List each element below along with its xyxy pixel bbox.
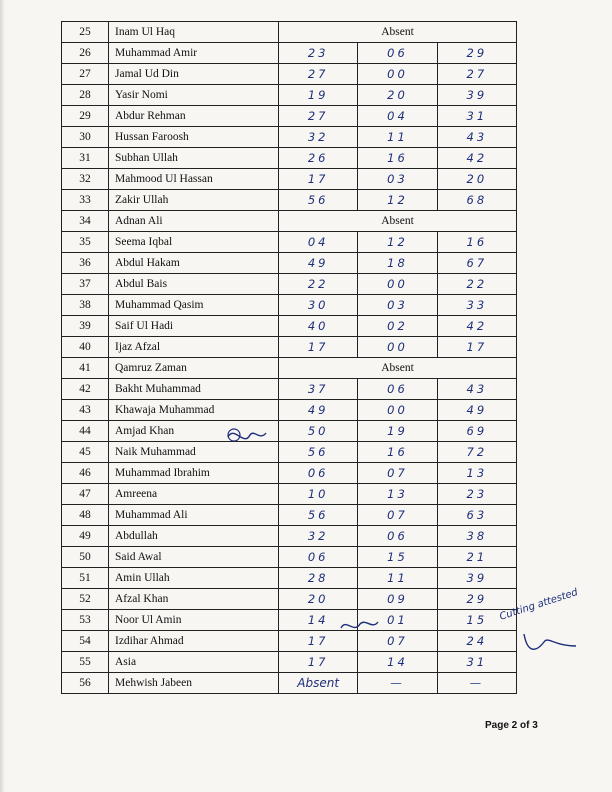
table-row bbox=[62, 652, 517, 673]
student-name: Ijaz Afzal bbox=[109, 337, 279, 358]
mark-second: 07 bbox=[358, 505, 437, 526]
serial-number: 54 bbox=[62, 631, 109, 652]
absent-status: Absent bbox=[279, 358, 517, 379]
student-name: Zakir Ullah bbox=[109, 190, 279, 211]
mark-total: 33 bbox=[437, 295, 516, 316]
signature-scribble bbox=[520, 628, 580, 658]
table-row bbox=[62, 43, 517, 64]
mark-first: 17 bbox=[279, 652, 358, 673]
mark-second: 00 bbox=[358, 337, 437, 358]
student-name: Adnan Ali bbox=[109, 211, 279, 232]
mark-first: 27 bbox=[279, 106, 358, 127]
mark-total: 21 bbox=[437, 547, 516, 568]
table-row bbox=[62, 316, 517, 337]
mark-second: 14 bbox=[358, 652, 437, 673]
mark-first: 27 bbox=[279, 64, 358, 85]
table-row bbox=[62, 505, 517, 526]
mark-first: 50 bbox=[279, 421, 358, 442]
table-row bbox=[62, 547, 517, 568]
scan-edge bbox=[0, 0, 5, 792]
mark-second: 00 bbox=[358, 64, 437, 85]
serial-number: 34 bbox=[62, 211, 109, 232]
table-row bbox=[62, 211, 517, 232]
mark-first: 56 bbox=[279, 190, 358, 211]
mark-second: 04 bbox=[358, 106, 437, 127]
table-row bbox=[62, 295, 517, 316]
table-row bbox=[62, 631, 517, 652]
serial-number: 30 bbox=[62, 127, 109, 148]
table-row bbox=[62, 400, 517, 421]
serial-number: 36 bbox=[62, 253, 109, 274]
mark-first: 06 bbox=[279, 463, 358, 484]
table-row bbox=[62, 253, 517, 274]
mark-second: 07 bbox=[358, 463, 437, 484]
mark-first: 17 bbox=[279, 337, 358, 358]
mark-total: 17 bbox=[437, 337, 516, 358]
mark-second: 16 bbox=[358, 148, 437, 169]
mark-second: 12 bbox=[358, 232, 437, 253]
table-row bbox=[62, 463, 517, 484]
serial-number: 32 bbox=[62, 169, 109, 190]
mark-first: 19 bbox=[279, 85, 358, 106]
mark-total: 29 bbox=[437, 589, 516, 610]
student-name: Said Awal bbox=[109, 547, 279, 568]
mark-first: 17 bbox=[279, 631, 358, 652]
mark-total: 31 bbox=[437, 652, 516, 673]
student-name: Seema Iqbal bbox=[109, 232, 279, 253]
serial-number: 29 bbox=[62, 106, 109, 127]
student-name: Muhammad Ibrahim bbox=[109, 463, 279, 484]
serial-number: 56 bbox=[62, 673, 109, 694]
student-name: Muhammad Amir bbox=[109, 43, 279, 64]
mark-second: 19 bbox=[358, 421, 437, 442]
mark-second: 06 bbox=[358, 379, 437, 400]
mark-first: 17 bbox=[279, 169, 358, 190]
mark-second: 03 bbox=[358, 169, 437, 190]
mark-total: 43 bbox=[437, 379, 516, 400]
serial-number: 31 bbox=[62, 148, 109, 169]
serial-number: 51 bbox=[62, 568, 109, 589]
student-name: Abdul Bais bbox=[109, 274, 279, 295]
mark-first: 28 bbox=[279, 568, 358, 589]
mark-first: 04 bbox=[279, 232, 358, 253]
table-row bbox=[62, 589, 517, 610]
student-name: Izdihar Ahmad bbox=[109, 631, 279, 652]
student-name: Mehwish Jabeen bbox=[109, 673, 279, 694]
serial-number: 37 bbox=[62, 274, 109, 295]
table-row bbox=[62, 526, 517, 547]
serial-number: 42 bbox=[62, 379, 109, 400]
mark-total: 23 bbox=[437, 484, 516, 505]
serial-number: 47 bbox=[62, 484, 109, 505]
mark-total: — bbox=[437, 673, 516, 694]
serial-number: 27 bbox=[62, 64, 109, 85]
mark-first: 49 bbox=[279, 253, 358, 274]
serial-number: 43 bbox=[62, 400, 109, 421]
mark-first: 23 bbox=[279, 43, 358, 64]
mark-total: 29 bbox=[437, 43, 516, 64]
mark-second: 07 bbox=[358, 631, 437, 652]
student-name: Inam Ul Haq bbox=[109, 22, 279, 43]
student-name: Noor Ul Amin bbox=[109, 610, 279, 631]
mark-second: 16 bbox=[358, 442, 437, 463]
student-name: Muhammad Ali bbox=[109, 505, 279, 526]
mark-first: 40 bbox=[279, 316, 358, 337]
mark-first: 20 bbox=[279, 589, 358, 610]
student-name: Khawaja Muhammad bbox=[109, 400, 279, 421]
table-row bbox=[62, 64, 517, 85]
mark-second: 09 bbox=[358, 589, 437, 610]
student-name: Qamruz Zaman bbox=[109, 358, 279, 379]
table-row bbox=[62, 22, 517, 43]
student-name: Afzal Khan bbox=[109, 589, 279, 610]
table-row bbox=[62, 106, 517, 127]
student-name: Jamal Ud Din bbox=[109, 64, 279, 85]
mark-first: 30 bbox=[279, 295, 358, 316]
student-name: Amreena bbox=[109, 484, 279, 505]
table-row bbox=[62, 484, 517, 505]
mark-total: 72 bbox=[437, 442, 516, 463]
mark-total: 20 bbox=[437, 169, 516, 190]
mark-first: 26 bbox=[279, 148, 358, 169]
absent-status: Absent bbox=[279, 211, 517, 232]
serial-number: 39 bbox=[62, 316, 109, 337]
table-row bbox=[62, 568, 517, 589]
mark-second: 18 bbox=[358, 253, 437, 274]
serial-number: 49 bbox=[62, 526, 109, 547]
mark-first: 32 bbox=[279, 127, 358, 148]
mark-total: 22 bbox=[437, 274, 516, 295]
table-row bbox=[62, 358, 517, 379]
page-number: Page 2 of 3 bbox=[485, 720, 538, 731]
mark-first: 56 bbox=[279, 442, 358, 463]
serial-number: 25 bbox=[62, 22, 109, 43]
table-row bbox=[62, 148, 517, 169]
serial-number: 50 bbox=[62, 547, 109, 568]
absent-status: Absent bbox=[279, 22, 517, 43]
serial-number: 35 bbox=[62, 232, 109, 253]
serial-number: 33 bbox=[62, 190, 109, 211]
mark-first: 06 bbox=[279, 547, 358, 568]
table-row bbox=[62, 274, 517, 295]
mark-second: 11 bbox=[358, 127, 437, 148]
table-row bbox=[62, 169, 517, 190]
mark-total: 27 bbox=[437, 64, 516, 85]
mark-second: 02 bbox=[358, 316, 437, 337]
mark-total: 68 bbox=[437, 190, 516, 211]
margin-annotation: Cutting attested bbox=[498, 587, 580, 623]
mark-first: 49 bbox=[279, 400, 358, 421]
mark-second: 00 bbox=[358, 274, 437, 295]
serial-number: 38 bbox=[62, 295, 109, 316]
table-row bbox=[62, 673, 517, 694]
mark-total: 63 bbox=[437, 505, 516, 526]
table-row bbox=[62, 190, 517, 211]
mark-second: 06 bbox=[358, 43, 437, 64]
mark-first: 32 bbox=[279, 526, 358, 547]
serial-number: 52 bbox=[62, 589, 109, 610]
serial-number: 28 bbox=[62, 85, 109, 106]
student-name: Bakht Muhammad bbox=[109, 379, 279, 400]
student-name: Hussan Faroosh bbox=[109, 127, 279, 148]
mark-total: 67 bbox=[437, 253, 516, 274]
mark-second: 20 bbox=[358, 85, 437, 106]
mark-second: 03 bbox=[358, 295, 437, 316]
student-name: Abdur Rehman bbox=[109, 106, 279, 127]
serial-number: 41 bbox=[62, 358, 109, 379]
serial-number: 46 bbox=[62, 463, 109, 484]
mark-second: 13 bbox=[358, 484, 437, 505]
student-name: Muhammad Qasim bbox=[109, 295, 279, 316]
table-row bbox=[62, 337, 517, 358]
mark-second: — bbox=[358, 673, 437, 694]
mark-total: 15 bbox=[437, 610, 516, 631]
marks-table-body bbox=[62, 22, 517, 694]
signature-scribble bbox=[224, 425, 268, 447]
student-name: Abdullah bbox=[109, 526, 279, 547]
mark-total: 39 bbox=[437, 85, 516, 106]
student-name: Saif Ul Hadi bbox=[109, 316, 279, 337]
mark-total: 13 bbox=[437, 463, 516, 484]
student-name: Asia bbox=[109, 652, 279, 673]
table-row bbox=[62, 379, 517, 400]
mark-total: 42 bbox=[437, 316, 516, 337]
serial-number: 40 bbox=[62, 337, 109, 358]
mark-total: 42 bbox=[437, 148, 516, 169]
mark-second: 01 bbox=[358, 610, 437, 631]
mark-second: 00 bbox=[358, 400, 437, 421]
mark-first: 56 bbox=[279, 505, 358, 526]
serial-number: 26 bbox=[62, 43, 109, 64]
serial-number: 48 bbox=[62, 505, 109, 526]
student-name: Abdul Hakam bbox=[109, 253, 279, 274]
student-name: Amjad Khan bbox=[109, 421, 279, 442]
student-name: Yasir Nomi bbox=[109, 85, 279, 106]
serial-number: 55 bbox=[62, 652, 109, 673]
mark-second: 15 bbox=[358, 547, 437, 568]
student-name: Amin Ullah bbox=[109, 568, 279, 589]
table-row bbox=[62, 232, 517, 253]
mark-total: 38 bbox=[437, 526, 516, 547]
table-row bbox=[62, 442, 517, 463]
student-name: Naik Muhammad bbox=[109, 442, 279, 463]
mark-total: 39 bbox=[437, 568, 516, 589]
marks-table bbox=[61, 21, 517, 694]
mark-first: 14 bbox=[279, 610, 358, 631]
mark-total: 49 bbox=[437, 400, 516, 421]
serial-number: 45 bbox=[62, 442, 109, 463]
mark-total: 24 bbox=[437, 631, 516, 652]
table-row bbox=[62, 610, 517, 631]
mark-second: 06 bbox=[358, 526, 437, 547]
mark-second: 11 bbox=[358, 568, 437, 589]
mark-first: Absent bbox=[279, 673, 358, 694]
mark-total: 16 bbox=[437, 232, 516, 253]
table-row bbox=[62, 127, 517, 148]
mark-first: 22 bbox=[279, 274, 358, 295]
mark-first: 10 bbox=[279, 484, 358, 505]
mark-total: 31 bbox=[437, 106, 516, 127]
student-name: Subhan Ullah bbox=[109, 148, 279, 169]
signature-scribble bbox=[338, 616, 380, 636]
serial-number: 53 bbox=[62, 610, 109, 631]
table-row bbox=[62, 421, 517, 442]
student-name: Mahmood Ul Hassan bbox=[109, 169, 279, 190]
mark-first: 37 bbox=[279, 379, 358, 400]
mark-total: 43 bbox=[437, 127, 516, 148]
mark-total: 69 bbox=[437, 421, 516, 442]
table-row bbox=[62, 85, 517, 106]
serial-number: 44 bbox=[62, 421, 109, 442]
mark-second: 12 bbox=[358, 190, 437, 211]
